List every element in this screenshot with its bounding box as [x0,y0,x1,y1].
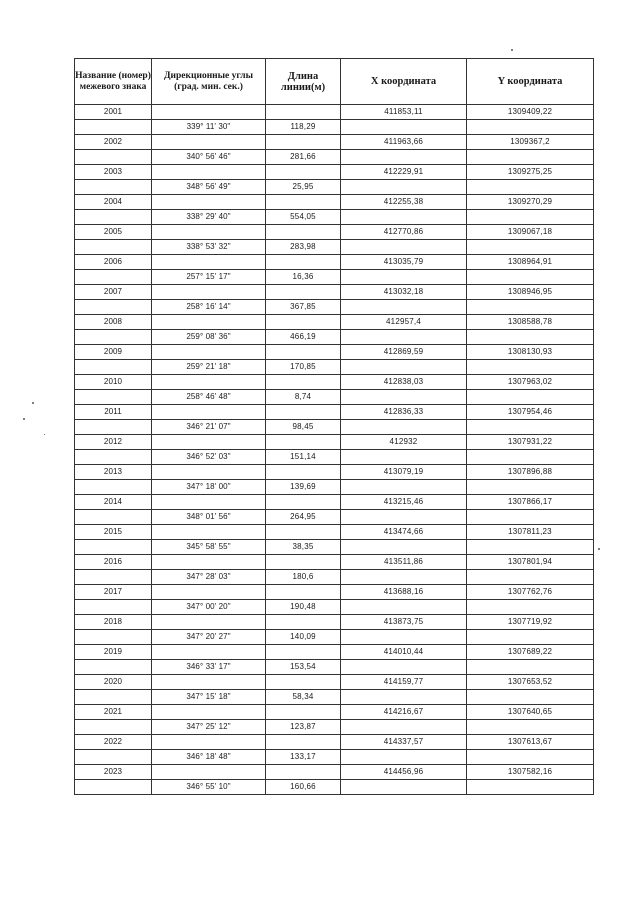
empty-cell [341,600,467,615]
point-row [75,585,594,600]
direction-angle: 258° 16' 14" [152,300,266,315]
segment-row [75,210,594,225]
empty-cell [75,330,152,345]
empty-cell [266,525,341,540]
y-coordinate: 1309409,22 [467,105,594,120]
y-coordinate: 1308588,78 [467,315,594,330]
point-name: 2020 [75,675,152,690]
y-coordinate: 1308130,93 [467,345,594,360]
y-coordinate: 1308964,91 [467,255,594,270]
point-name: 2014 [75,495,152,510]
y-coordinate: 1307582,16 [467,765,594,780]
direction-angle: 345° 58' 55" [152,540,266,555]
line-length: 139,69 [266,480,341,495]
empty-cell [75,270,152,285]
empty-cell [152,315,266,330]
empty-cell [341,480,467,495]
x-coordinate: 413511,86 [341,555,467,570]
empty-cell [75,630,152,645]
header-x: X координата [341,59,467,105]
empty-cell [467,210,594,225]
y-coordinate: 1309270,29 [467,195,594,210]
x-coordinate: 412255,38 [341,195,467,210]
empty-cell [341,690,467,705]
empty-cell [467,750,594,765]
empty-cell [266,345,341,360]
empty-cell [467,300,594,315]
direction-angle: 258° 46' 48" [152,390,266,405]
y-coordinate: 1307719,92 [467,615,594,630]
segment-row [75,480,594,495]
empty-cell [341,270,467,285]
empty-cell [152,195,266,210]
point-row [75,435,594,450]
direction-angle: 338° 29' 40" [152,210,266,225]
x-coordinate: 412770,86 [341,225,467,240]
empty-cell [266,555,341,570]
direction-angle: 338° 53' 32" [152,240,266,255]
point-name: 2011 [75,405,152,420]
point-name: 2008 [75,315,152,330]
scan-speck [44,434,45,435]
empty-cell [75,360,152,375]
y-coordinate: 1307613,67 [467,735,594,750]
point-row [75,495,594,510]
point-name: 2009 [75,345,152,360]
header-length: Длина линии(м) [266,59,341,105]
empty-cell [341,660,467,675]
line-length: 38,35 [266,540,341,555]
empty-cell [266,315,341,330]
segment-row [75,360,594,375]
x-coordinate: 412869,59 [341,345,467,360]
scan-speck [598,548,600,550]
segment-row [75,540,594,555]
line-length: 554,05 [266,210,341,225]
empty-cell [75,570,152,585]
segment-row [75,630,594,645]
x-coordinate: 414456,96 [341,765,467,780]
empty-cell [75,540,152,555]
y-coordinate: 1307811,23 [467,525,594,540]
line-length: 151,14 [266,450,341,465]
empty-cell [266,495,341,510]
empty-cell [341,300,467,315]
segment-row [75,240,594,255]
line-length: 367,85 [266,300,341,315]
segment-row [75,660,594,675]
table-header-row [75,59,594,105]
empty-cell [152,735,266,750]
coordinates-table [74,58,594,795]
empty-cell [75,690,152,705]
point-row [75,705,594,720]
direction-angle: 348° 01' 56" [152,510,266,525]
empty-cell [152,615,266,630]
direction-angle: 347° 25' 12" [152,720,266,735]
y-coordinate: 1307762,76 [467,585,594,600]
empty-cell [341,420,467,435]
x-coordinate: 412932 [341,435,467,450]
empty-cell [266,375,341,390]
empty-cell [266,465,341,480]
empty-cell [467,360,594,375]
point-name: 2010 [75,375,152,390]
empty-cell [75,480,152,495]
y-coordinate: 1307866,17 [467,495,594,510]
line-length: 264,95 [266,510,341,525]
empty-cell [266,585,341,600]
empty-cell [75,300,152,315]
empty-cell [341,390,467,405]
segment-row [75,390,594,405]
x-coordinate: 414337,57 [341,735,467,750]
empty-cell [467,180,594,195]
point-row [75,225,594,240]
empty-cell [467,540,594,555]
direction-angle: 347° 28' 03" [152,570,266,585]
point-name: 2002 [75,135,152,150]
direction-angle: 348° 56' 49" [152,180,266,195]
line-length: 160,66 [266,780,341,795]
empty-cell [266,735,341,750]
segment-row [75,750,594,765]
line-length: 190,48 [266,600,341,615]
empty-cell [152,375,266,390]
line-length: 180,6 [266,570,341,585]
line-length: 58,34 [266,690,341,705]
y-coordinate: 1307689,22 [467,645,594,660]
point-row [75,675,594,690]
empty-cell [341,180,467,195]
empty-cell [341,360,467,375]
empty-cell [152,465,266,480]
segment-row [75,570,594,585]
point-row [75,165,594,180]
empty-cell [467,390,594,405]
y-coordinate: 1307954,46 [467,405,594,420]
empty-cell [341,630,467,645]
segment-row [75,180,594,195]
header-y: Y координата [467,59,594,105]
empty-cell [467,270,594,285]
point-row [75,645,594,660]
empty-cell [152,705,266,720]
empty-cell [152,675,266,690]
x-coordinate: 413079,19 [341,465,467,480]
empty-cell [467,240,594,255]
point-row [75,195,594,210]
point-name: 2013 [75,465,152,480]
point-row [75,525,594,540]
point-name: 2004 [75,195,152,210]
y-coordinate: 1307963,02 [467,375,594,390]
direction-angle: 339° 11' 30" [152,120,266,135]
y-coordinate: 1307931,22 [467,435,594,450]
direction-angle: 346° 55' 10" [152,780,266,795]
empty-cell [152,495,266,510]
empty-cell [467,570,594,585]
point-row [75,375,594,390]
direction-angle: 340° 56' 46" [152,150,266,165]
empty-cell [75,120,152,135]
y-coordinate: 1307896,88 [467,465,594,480]
header-name: Название (номер) межевого знака [75,59,152,105]
segment-row [75,600,594,615]
empty-cell [75,660,152,675]
segment-row [75,510,594,525]
x-coordinate: 413032,18 [341,285,467,300]
point-row [75,285,594,300]
point-name: 2015 [75,525,152,540]
y-coordinate: 1307640,65 [467,705,594,720]
point-name: 2023 [75,765,152,780]
point-name: 2007 [75,285,152,300]
segment-row [75,300,594,315]
line-length: 140,09 [266,630,341,645]
segment-row [75,330,594,345]
empty-cell [266,225,341,240]
empty-cell [467,660,594,675]
scan-speck [32,402,34,404]
empty-cell [75,510,152,525]
direction-angle: 347° 00' 20" [152,600,266,615]
segment-row [75,120,594,135]
point-row [75,615,594,630]
point-name: 2022 [75,735,152,750]
empty-cell [341,210,467,225]
direction-angle: 346° 18' 48" [152,750,266,765]
x-coordinate: 411853,11 [341,105,467,120]
empty-cell [467,720,594,735]
empty-cell [467,780,594,795]
point-name: 2021 [75,705,152,720]
empty-cell [467,330,594,345]
table-body [75,105,594,795]
empty-cell [75,240,152,255]
segment-row [75,150,594,165]
x-coordinate: 412957,4 [341,315,467,330]
empty-cell [152,405,266,420]
empty-cell [75,780,152,795]
empty-cell [152,645,266,660]
x-coordinate: 413474,66 [341,525,467,540]
empty-cell [266,765,341,780]
segment-row [75,690,594,705]
empty-cell [75,600,152,615]
empty-cell [266,435,341,450]
line-length: 8,74 [266,390,341,405]
point-row [75,765,594,780]
line-length: 153,54 [266,660,341,675]
empty-cell [467,630,594,645]
empty-cell [341,570,467,585]
empty-cell [341,450,467,465]
point-name: 2001 [75,105,152,120]
line-length: 123,87 [266,720,341,735]
y-coordinate: 1309275,25 [467,165,594,180]
empty-cell [266,615,341,630]
empty-cell [152,555,266,570]
line-length: 283,98 [266,240,341,255]
empty-cell [75,750,152,765]
point-name: 2018 [75,615,152,630]
x-coordinate: 411963,66 [341,135,467,150]
point-row [75,735,594,750]
empty-cell [152,345,266,360]
empty-cell [152,585,266,600]
line-length: 170,85 [266,360,341,375]
empty-cell [266,195,341,210]
point-row [75,255,594,270]
empty-cell [467,600,594,615]
empty-cell [341,120,467,135]
point-row [75,105,594,120]
empty-cell [467,150,594,165]
x-coordinate: 412838,03 [341,375,467,390]
empty-cell [75,390,152,405]
point-row [75,405,594,420]
empty-cell [152,255,266,270]
empty-cell [266,645,341,660]
empty-cell [467,420,594,435]
segment-row [75,450,594,465]
direction-angle: 259° 08' 36" [152,330,266,345]
point-row [75,555,594,570]
empty-cell [75,210,152,225]
x-coordinate: 414010,44 [341,645,467,660]
empty-cell [75,150,152,165]
empty-cell [266,255,341,270]
x-coordinate: 413035,79 [341,255,467,270]
line-length: 16,36 [266,270,341,285]
x-coordinate: 412229,91 [341,165,467,180]
x-coordinate: 413688,16 [341,585,467,600]
scan-speck [511,49,513,51]
empty-cell [152,285,266,300]
segment-row [75,270,594,285]
empty-cell [341,510,467,525]
empty-cell [467,450,594,465]
empty-cell [266,135,341,150]
y-coordinate: 1308946,95 [467,285,594,300]
point-name: 2017 [75,585,152,600]
empty-cell [152,135,266,150]
direction-angle: 347° 18' 00" [152,480,266,495]
x-coordinate: 412836,33 [341,405,467,420]
empty-cell [467,480,594,495]
y-coordinate: 1309367,2 [467,135,594,150]
empty-cell [152,525,266,540]
point-name: 2003 [75,165,152,180]
empty-cell [266,405,341,420]
segment-row [75,720,594,735]
empty-cell [75,450,152,465]
empty-cell [341,720,467,735]
direction-angle: 346° 33' 17" [152,660,266,675]
empty-cell [75,180,152,195]
point-row [75,315,594,330]
point-name: 2006 [75,255,152,270]
empty-cell [266,675,341,690]
empty-cell [75,420,152,435]
empty-cell [266,105,341,120]
x-coordinate: 414159,77 [341,675,467,690]
empty-cell [341,240,467,255]
header-angles: Дирекционные углы (град. мин. сек.) [152,59,266,105]
empty-cell [341,540,467,555]
line-length: 25,95 [266,180,341,195]
direction-angle: 346° 52' 03" [152,450,266,465]
empty-cell [341,150,467,165]
scan-speck [23,418,25,420]
empty-cell [341,750,467,765]
line-length: 118,29 [266,120,341,135]
point-name: 2005 [75,225,152,240]
empty-cell [152,435,266,450]
segment-row [75,780,594,795]
point-name: 2019 [75,645,152,660]
line-length: 466,19 [266,330,341,345]
x-coordinate: 413215,46 [341,495,467,510]
empty-cell [75,720,152,735]
empty-cell [152,225,266,240]
empty-cell [341,780,467,795]
empty-cell [266,165,341,180]
x-coordinate: 414216,67 [341,705,467,720]
line-length: 133,17 [266,750,341,765]
y-coordinate: 1307653,52 [467,675,594,690]
segment-row [75,420,594,435]
direction-angle: 347° 20' 27" [152,630,266,645]
line-length: 98,45 [266,420,341,435]
point-name: 2016 [75,555,152,570]
empty-cell [467,510,594,525]
empty-cell [467,120,594,135]
y-coordinate: 1309067,18 [467,225,594,240]
point-row [75,135,594,150]
direction-angle: 346° 21' 07" [152,420,266,435]
empty-cell [266,705,341,720]
point-name: 2012 [75,435,152,450]
y-coordinate: 1307801,94 [467,555,594,570]
empty-cell [152,105,266,120]
point-row [75,465,594,480]
empty-cell [152,165,266,180]
x-coordinate: 413873,75 [341,615,467,630]
direction-angle: 347° 15' 18" [152,690,266,705]
line-length: 281,66 [266,150,341,165]
direction-angle: 259° 21' 18" [152,360,266,375]
empty-cell [467,690,594,705]
direction-angle: 257° 15' 17" [152,270,266,285]
empty-cell [341,330,467,345]
empty-cell [152,765,266,780]
point-row [75,345,594,360]
empty-cell [266,285,341,300]
